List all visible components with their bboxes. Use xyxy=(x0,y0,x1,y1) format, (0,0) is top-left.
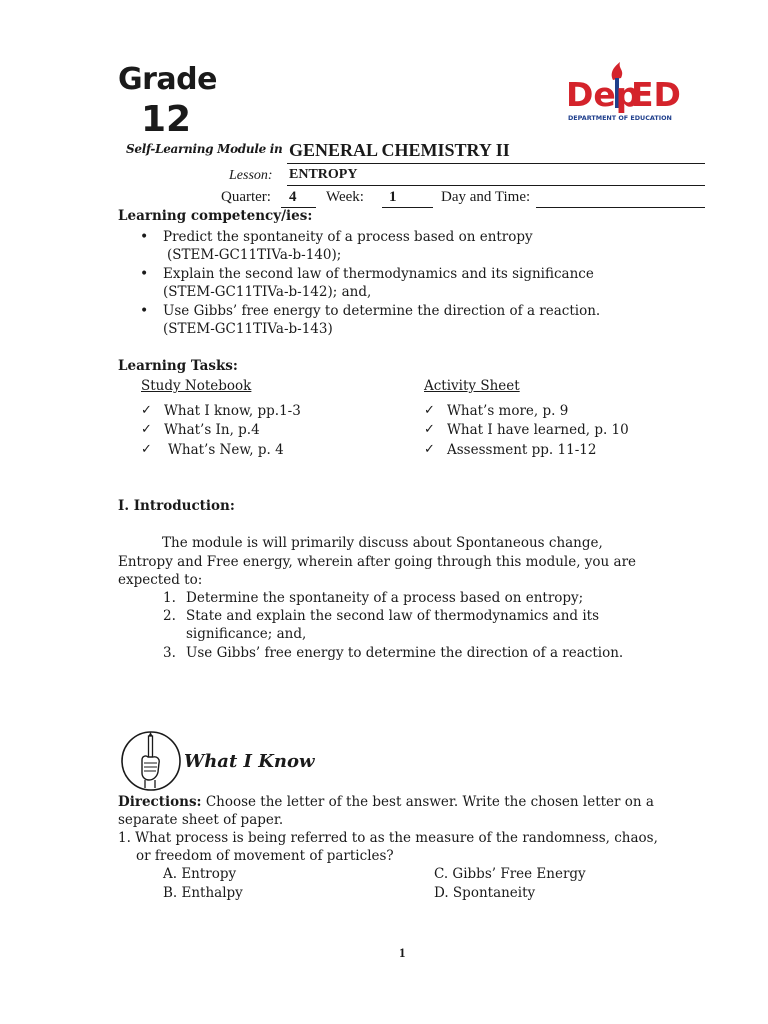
question-1-line2: or freedom of movement of particles? xyxy=(136,848,394,864)
competency-1-line2: (STEM-GC11TIVa-b-140); xyxy=(167,247,342,263)
competency-1-line1: Predict the spontaneity of a process based on entropy xyxy=(163,229,533,245)
module-label: Self-Learning Module in xyxy=(126,142,283,156)
week-value: 1 xyxy=(389,189,397,205)
choice-b: B. Enthalpy xyxy=(163,885,243,901)
activity-sheet-title: Activity Sheet xyxy=(424,378,520,394)
check-icon: ✓ xyxy=(141,403,152,418)
directions-label: Directions: xyxy=(118,794,202,810)
intro-para-line1: The module is will primarily discuss about Spontaneous change, xyxy=(162,535,603,551)
task-col2-item-3: Assessment pp. 11-12 xyxy=(447,442,597,458)
check-icon: ✓ xyxy=(424,422,435,437)
quarter-label: Quarter: xyxy=(221,189,271,205)
check-icon: ✓ xyxy=(424,442,435,457)
lesson-value: ENTROPY xyxy=(289,167,358,182)
intro-list-num-1: 1. xyxy=(163,590,176,606)
competency-heading: Learning competency/ies: xyxy=(118,208,313,224)
bullet-icon: • xyxy=(140,229,149,245)
intro-list-item-2-line1: State and explain the second law of thermodynamics and its xyxy=(186,608,600,624)
intro-list-num-3: 3. xyxy=(163,645,176,661)
subject-title: GENERAL CHEMISTRY II xyxy=(289,140,510,160)
competency-2-line2: (STEM-GC11TIVa-b-142); and, xyxy=(163,284,372,300)
directions-line1 xyxy=(118,794,654,810)
tasks-heading: Learning Tasks: xyxy=(118,358,238,374)
task-col2-item-2: What I have learned, p. 10 xyxy=(447,422,629,438)
competency-3-line2: (STEM-GC11TIVa-b-143) xyxy=(163,321,333,337)
week-label: Week: xyxy=(326,189,364,205)
competency-3-line1: Use Gibbs’ free energy to determine the direction of a reaction. xyxy=(163,303,601,319)
bullet-icon: • xyxy=(140,303,149,319)
logo-text-dep: Dep xyxy=(566,75,640,114)
lesson-label: Lesson: xyxy=(229,168,273,183)
intro-heading: I. Introduction: xyxy=(118,498,235,514)
check-icon: ✓ xyxy=(141,442,152,457)
hand-holding-pencil-icon xyxy=(120,730,182,792)
intro-list-item-1: Determine the spontaneity of a process based on entropy; xyxy=(186,590,584,606)
lesson-underline xyxy=(287,185,705,186)
subject-underline xyxy=(287,163,705,164)
page-number: 1 xyxy=(399,945,406,960)
check-icon: ✓ xyxy=(141,422,152,437)
intro-list-item-3: Use Gibbs’ free energy to determine the direction of a reaction. xyxy=(186,645,624,661)
task-col2-item-1: What’s more, p. 9 xyxy=(447,403,569,419)
deped-logo xyxy=(563,58,693,126)
intro-list-item-2-line2: significance; and, xyxy=(186,626,307,642)
day-time-underline xyxy=(536,207,705,208)
intro-para-line3: expected to: xyxy=(118,572,203,588)
grade-word: Grade xyxy=(118,62,217,97)
directions-line2: separate sheet of paper. xyxy=(118,812,284,828)
check-icon: ✓ xyxy=(424,403,435,418)
directions-text: Choose the letter of the best answer. Write the chosen letter on a xyxy=(201,794,654,810)
intro-para-line2: Entropy and Free energy, wherein after going through this module, you are xyxy=(118,554,637,570)
choice-a: A. Entropy xyxy=(163,866,237,882)
choice-d: D. Spontaneity xyxy=(434,885,536,901)
logo-text-ed: ED xyxy=(631,75,681,114)
competency-2-line1: Explain the second law of thermodynamics and its significance xyxy=(163,266,594,282)
task-col1-item-2: What’s In, p.4 xyxy=(164,422,260,438)
logo-caption: DEPARTMENT OF EDUCATION xyxy=(568,114,672,122)
intro-list-num-2: 2. xyxy=(163,608,176,624)
week-underline xyxy=(382,207,433,208)
question-1-line1: 1. What process is being referred to as the measure of the randomness, chaos, xyxy=(118,830,658,846)
choice-c: C. Gibbs’ Free Energy xyxy=(434,866,586,882)
task-col1-item-1: What I know, pp.1-3 xyxy=(164,403,301,419)
day-time-label: Day and Time: xyxy=(441,189,531,205)
quarter-value: 4 xyxy=(289,189,297,205)
grade-number: 12 xyxy=(141,99,192,140)
bullet-icon: • xyxy=(140,266,149,282)
task-col1-item-3: What’s New, p. 4 xyxy=(168,442,284,458)
what-i-know-title: What I Know xyxy=(184,751,315,772)
study-notebook-title: Study Notebook xyxy=(141,378,252,394)
